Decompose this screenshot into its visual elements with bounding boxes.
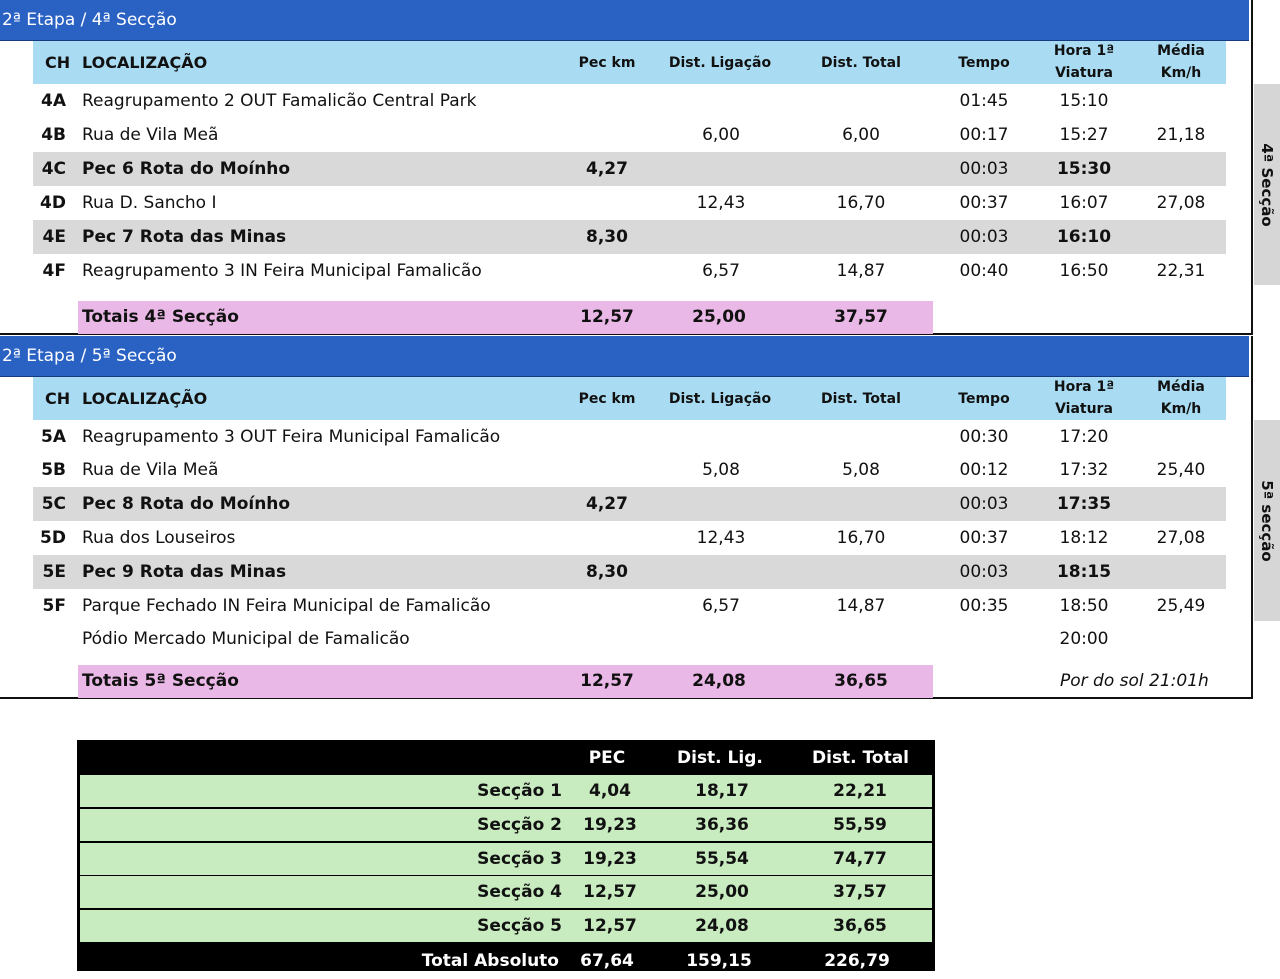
- section-5-header-row: [33, 377, 1226, 420]
- summary-table: [77, 740, 935, 971]
- cell-tempo: 00:03: [959, 494, 1009, 514]
- cell-tempo: 00:37: [959, 528, 1009, 548]
- summary-row-lig: 25,00: [695, 882, 749, 902]
- cell-dist-total: 14,87: [836, 596, 886, 616]
- summary-row-lig: 55,54: [695, 849, 749, 869]
- cell-media: 25,49: [1156, 596, 1206, 616]
- cell-ch: 4F: [42, 261, 66, 281]
- summary-row-pec: 4,04: [589, 781, 631, 801]
- section-4-side-tab: [1254, 84, 1280, 285]
- cell-dist-total: 14,87: [836, 261, 886, 281]
- header-media-line1: Média: [1157, 379, 1205, 395]
- cell-ch: 5F: [42, 596, 66, 616]
- cell-dist-ligacao: 6,00: [702, 125, 740, 145]
- table-row-pec: [33, 487, 1226, 521]
- cell-tempo: 00:17: [959, 125, 1009, 145]
- header-tempo: Tempo: [958, 55, 1010, 71]
- summary-total-row: [77, 943, 935, 973]
- table-row: [33, 420, 1226, 454]
- summary-row-label: Secção 3: [477, 849, 562, 869]
- section-4-totals-row: [78, 301, 933, 334]
- header-hora-line2: Viatura: [1055, 401, 1113, 417]
- summary-header-pec: PEC: [588, 748, 626, 768]
- summary-row: [80, 809, 932, 841]
- cell-tempo: 00:03: [959, 159, 1009, 179]
- summary-row-tot: 22,21: [833, 781, 887, 801]
- cell-location: Pec 6 Rota do Moínho: [82, 159, 291, 179]
- header-tempo: Tempo: [958, 391, 1010, 407]
- section-5-title: 2ª Etapa / 5ª Secção: [0, 336, 1249, 377]
- cell-location: Pec 7 Rota das Minas: [82, 227, 287, 247]
- table-row: [33, 622, 1226, 656]
- cell-ch: 4B: [41, 125, 66, 145]
- cell-media: 27,08: [1156, 193, 1206, 213]
- cell-tempo: 00:37: [959, 193, 1009, 213]
- section-5-side-tab: [1254, 420, 1280, 621]
- cell-hora: 20:00: [1059, 629, 1109, 649]
- header-media-line2: Km/h: [1160, 65, 1202, 81]
- cell-hora: 16:07: [1059, 193, 1109, 213]
- cell-location: Pec 8 Rota do Moínho: [82, 494, 291, 514]
- summary-row-tot: 74,77: [833, 849, 887, 869]
- cell-ch: 4D: [40, 193, 66, 213]
- header-dist-ligacao: Dist. Ligação: [668, 391, 772, 407]
- table-row-pec: [33, 555, 1226, 589]
- summary-row-pec: 12,57: [583, 916, 637, 936]
- table-row: [33, 254, 1226, 288]
- cell-hora: 16:10: [1056, 227, 1112, 247]
- summary-total-tot: 226,79: [824, 951, 890, 971]
- header-media-line2: Km/h: [1160, 401, 1202, 417]
- summary-row-lig: 18,17: [695, 781, 749, 801]
- cell-location: Pódio Mercado Municipal de Famalicão: [82, 629, 410, 649]
- cell-tempo: 00:30: [959, 427, 1009, 447]
- cell-dist-total: 16,70: [836, 193, 886, 213]
- summary-row-label: Secção 4: [477, 882, 562, 902]
- summary-row-label: Secção 1: [477, 781, 562, 801]
- summary-row-tot: 37,57: [833, 882, 887, 902]
- totals-label: Totais 4ª Secção: [82, 307, 239, 327]
- cell-tempo: 00:40: [959, 261, 1009, 281]
- cell-location: Rua de Vila Meã: [82, 125, 219, 145]
- cell-pec-km: 8,30: [586, 562, 628, 582]
- summary-header-tot: Dist. Total: [812, 748, 910, 768]
- summary-row-tot: 36,65: [833, 916, 887, 936]
- cell-location: Rua dos Louseiros: [82, 528, 236, 548]
- cell-tempo: 00:03: [959, 227, 1009, 247]
- cell-dist-ligacao: 12,43: [696, 528, 746, 548]
- header-dist-total: Dist. Total: [821, 55, 901, 71]
- summary-row: [80, 910, 932, 942]
- cell-hora: 17:32: [1059, 460, 1109, 480]
- header-pec-km: Pec km: [578, 391, 636, 407]
- totals-lig: 24,08: [692, 671, 746, 691]
- totals-tot: 37,57: [834, 307, 888, 327]
- cell-location: Reagrupamento 3 OUT Feira Municipal Famalicão: [82, 427, 501, 447]
- cell-tempo: 01:45: [959, 91, 1009, 111]
- table-row: [33, 521, 1226, 555]
- cell-ch: 4E: [42, 227, 66, 247]
- cell-dist-ligacao: 6,57: [702, 596, 740, 616]
- summary-row-pec: 19,23: [583, 815, 637, 835]
- header-dist-ligacao: Dist. Ligação: [668, 55, 772, 71]
- section-5-table: [0, 336, 1253, 699]
- totals-pec: 12,57: [580, 671, 634, 691]
- cell-location: Pec 9 Rota das Minas: [82, 562, 287, 582]
- summary-row: [80, 775, 932, 807]
- cell-dist-total: 5,08: [842, 460, 880, 480]
- cell-ch: 5A: [41, 427, 66, 447]
- cell-dist-total: 6,00: [842, 125, 880, 145]
- totals-label: Totais 5ª Secção: [82, 671, 239, 691]
- cell-hora: 17:20: [1059, 427, 1109, 447]
- summary-row-pec: 19,23: [583, 849, 637, 869]
- cell-hora: 15:30: [1056, 159, 1112, 179]
- cell-hora: 17:35: [1056, 494, 1112, 514]
- cell-hora: 18:50: [1059, 596, 1109, 616]
- header-hora-line1: Hora 1ª: [1053, 43, 1115, 59]
- summary-total-pec: 67,64: [580, 951, 634, 971]
- cell-location: Reagrupamento 2 OUT Famalicão Central Park: [82, 91, 477, 111]
- cell-hora: 15:10: [1059, 91, 1109, 111]
- section-4-side-label: 4ª Secção: [1258, 142, 1276, 227]
- summary-row-lig: 24,08: [695, 916, 749, 936]
- table-row: [33, 453, 1226, 487]
- cell-location: Parque Fechado IN Feira Municipal de Famalicão: [82, 596, 491, 616]
- cell-dist-total: 16,70: [836, 528, 886, 548]
- header-dist-total: Dist. Total: [821, 391, 901, 407]
- cell-pec-km: 8,30: [586, 227, 628, 247]
- summary-header-row: [77, 740, 935, 775]
- header-ch: CH: [45, 389, 71, 408]
- section-4-title: 2ª Etapa / 4ª Secção: [0, 0, 1249, 41]
- section-5-totals-row: [78, 665, 933, 698]
- cell-hora: 18:15: [1056, 562, 1112, 582]
- table-row: [33, 84, 1226, 118]
- table-row: [33, 118, 1226, 152]
- header-hora-line2: Viatura: [1055, 65, 1113, 81]
- cell-ch: 5C: [41, 494, 66, 514]
- cell-hora: 18:12: [1059, 528, 1109, 548]
- cell-location: Reagrupamento 3 IN Feira Municipal Famalicão: [82, 261, 482, 281]
- summary-total-label: Total Absoluto: [421, 951, 559, 971]
- cell-hora: 16:50: [1059, 261, 1109, 281]
- summary-row-label: Secção 5: [477, 916, 562, 936]
- cell-media: 25,40: [1156, 460, 1206, 480]
- totals-tot: 36,65: [834, 671, 888, 691]
- section-4-table: [0, 0, 1253, 335]
- header-localizacao: LOCALIZAÇÃO: [82, 53, 208, 72]
- summary-row-label: Secção 2: [477, 815, 562, 835]
- summary-row-pec: 12,57: [583, 882, 637, 902]
- summary-row: [80, 843, 932, 875]
- cell-location: Rua de Vila Meã: [82, 460, 219, 480]
- header-media-line1: Média: [1157, 43, 1205, 59]
- cell-ch: 5B: [41, 460, 66, 480]
- cell-tempo: 00:03: [959, 562, 1009, 582]
- cell-media: 22,31: [1156, 261, 1206, 281]
- table-row-pec: [33, 220, 1226, 254]
- header-hora-line1: Hora 1ª: [1053, 379, 1115, 395]
- cell-hora: 15:27: [1059, 125, 1109, 145]
- header-pec-km: Pec km: [578, 55, 636, 71]
- section-5-side-label: 5ª secção: [1258, 479, 1276, 562]
- cell-dist-ligacao: 5,08: [702, 460, 740, 480]
- cell-dist-ligacao: 6,57: [702, 261, 740, 281]
- summary-row-lig: 36,36: [695, 815, 749, 835]
- cell-dist-ligacao: 12,43: [696, 193, 746, 213]
- header-ch: CH: [45, 53, 71, 72]
- cell-ch: 5E: [42, 562, 66, 582]
- totals-pec: 12,57: [580, 307, 634, 327]
- summary-header-lig: Dist. Lig.: [677, 748, 763, 768]
- cell-tempo: 00:12: [959, 460, 1009, 480]
- sunset-note: Por do sol 21:01h: [1060, 671, 1209, 691]
- cell-ch: 4C: [41, 159, 66, 179]
- cell-pec-km: 4,27: [586, 159, 628, 179]
- table-row-pec: [33, 152, 1226, 186]
- cell-location: Rua D. Sancho I: [82, 193, 217, 213]
- cell-tempo: 00:35: [959, 596, 1009, 616]
- table-row: [33, 186, 1226, 220]
- cell-ch: 4A: [41, 91, 66, 111]
- summary-row: [80, 876, 932, 908]
- cell-pec-km: 4,27: [586, 494, 628, 514]
- summary-total-lig: 159,15: [686, 951, 752, 971]
- section-4-header-row: [33, 41, 1226, 84]
- cell-media: 27,08: [1156, 528, 1206, 548]
- cell-media: 21,18: [1156, 125, 1206, 145]
- header-localizacao: LOCALIZAÇÃO: [82, 389, 208, 408]
- cell-ch: 5D: [40, 528, 66, 548]
- table-row: [33, 589, 1226, 623]
- summary-row-tot: 55,59: [833, 815, 887, 835]
- totals-lig: 25,00: [692, 307, 746, 327]
